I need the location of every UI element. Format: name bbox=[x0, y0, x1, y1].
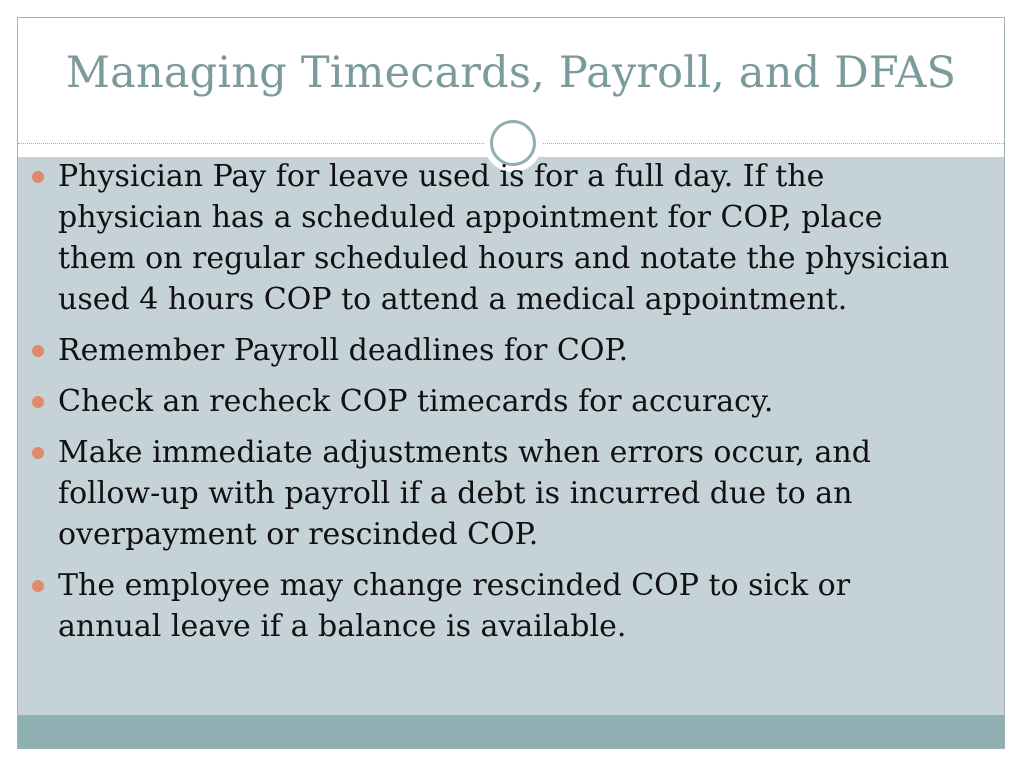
round-bullet-icon bbox=[32, 580, 44, 592]
round-bullet-icon bbox=[32, 171, 44, 183]
bullet-text: The employee may change rescinded COP to sick or annual leave if a balance is available. bbox=[58, 568, 851, 644]
list-item bbox=[30, 432, 960, 555]
bullet-text: Make immediate adjustments when errors occur, and follow-up with payroll if a debt is incurred due to an overpayment or rescinded COP. bbox=[58, 435, 871, 552]
round-bullet-icon bbox=[32, 345, 44, 357]
bullet-text: Remember Payroll deadlines for COP. bbox=[58, 333, 629, 368]
list-item bbox=[30, 381, 960, 422]
bullet-text: Check an recheck COP timecards for accuracy. bbox=[58, 384, 774, 419]
list-item bbox=[30, 565, 960, 647]
list-item bbox=[30, 156, 960, 320]
footer-band bbox=[18, 715, 1004, 748]
list-item bbox=[30, 330, 960, 371]
slide-title: Managing Timecards, Payroll, and DFAS bbox=[65, 48, 957, 98]
bullet-text: Physician Pay for leave used is for a full day. If the physician has a scheduled appointment for COP, place them on regular scheduled hours and notate the physician used 4 hours COP to attend a medical appointment. bbox=[58, 159, 950, 317]
round-bullet-icon bbox=[32, 447, 44, 459]
bullet-list bbox=[30, 156, 960, 657]
round-bullet-icon bbox=[32, 396, 44, 408]
